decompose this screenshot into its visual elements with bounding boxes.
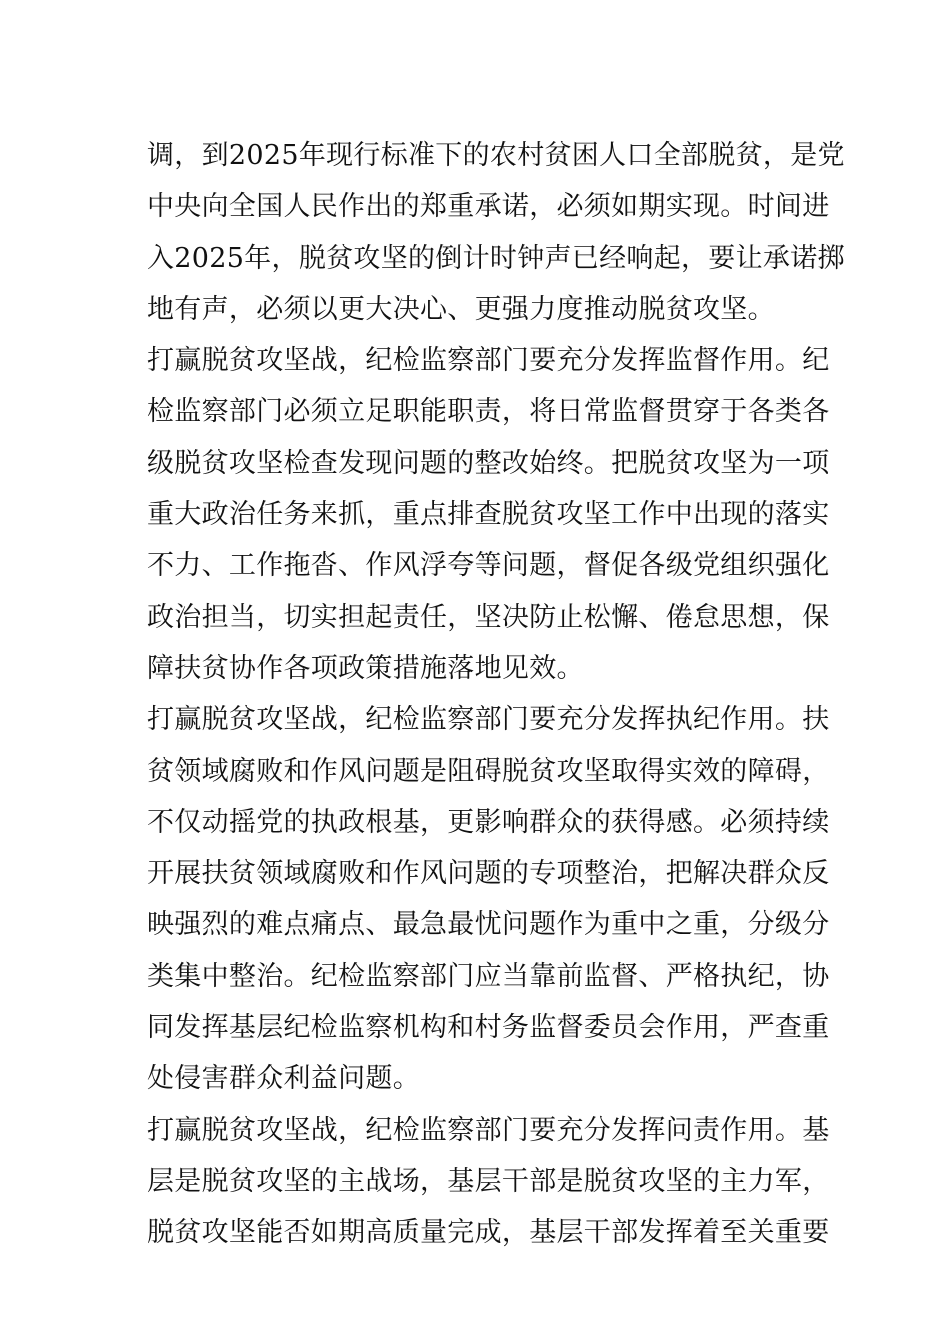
text-line: 贫领域腐败和作风问题是阻碍脱贫攻坚取得实效的障碍， xyxy=(147,755,830,787)
text-line: 中央向全国人民作出的郑重承诺，必须如期实现。时间进 xyxy=(147,191,830,223)
text-line: 开展扶贫领域腐败和作风问题的专项整治，把解决群众反 xyxy=(147,858,830,890)
text-line: 打赢脱贫攻坚战，纪检监察部门要充分发挥执纪作用。扶 xyxy=(147,704,830,736)
text-line: 处侵害群众利益问题。 xyxy=(147,1063,420,1095)
text-line: 入2025年，脱贫攻坚的倒计时钟声已经响起，要让承诺掷 xyxy=(147,242,845,274)
text-line: 类集中整治。纪检监察部门应当靠前监督、严格执纪，协 xyxy=(147,960,830,992)
text-line: 打赢脱贫攻坚战，纪检监察部门要充分发挥问责作用。基 xyxy=(147,1114,830,1146)
text-line: 政治担当，切实担起责任，坚决防止松懈、倦怠思想，保 xyxy=(147,601,830,633)
text-line: 同发挥基层纪检监察机构和村务监督委员会作用，严查重 xyxy=(147,1012,830,1044)
text-line: 调，到2025年现行标准下的农村贫困人口全部脱贫，是党 xyxy=(147,140,845,171)
text-line: 级脱贫攻坚检查发现问题的整改始终。把脱贫攻坚为一项 xyxy=(147,447,830,479)
text-line: 重大政治任务来抓，重点排查脱贫攻坚工作中出现的落实 xyxy=(147,499,830,531)
text-line: 障扶贫协作各项政策措施落地见效。 xyxy=(147,652,584,684)
text-line: 打赢脱贫攻坚战，纪检监察部门要充分发挥监督作用。纪 xyxy=(147,345,830,377)
text-line: 不力、工作拖沓、作风浮夸等问题，督促各级党组织强化 xyxy=(147,550,830,582)
text-line: 不仅动摇党的执政根基，更影响群众的获得感。必须持续 xyxy=(147,806,830,838)
text-line: 检监察部门必须立足职能职责，将日常监督贯穿于各类各 xyxy=(147,396,830,428)
document-body xyxy=(147,130,845,1259)
text-line: 脱贫攻坚能否如期高质量完成，基层干部发挥着至关重要 xyxy=(147,1217,830,1249)
text-line: 地有声，必须以更大决心、更强力度推动脱贫攻坚。 xyxy=(147,293,775,325)
text-line: 映强烈的难点痛点、最急最忧问题作为重中之重，分级分 xyxy=(147,909,830,941)
text-line: 层是脱贫攻坚的主战场，基层干部是脱贫攻坚的主力军， xyxy=(147,1165,830,1197)
